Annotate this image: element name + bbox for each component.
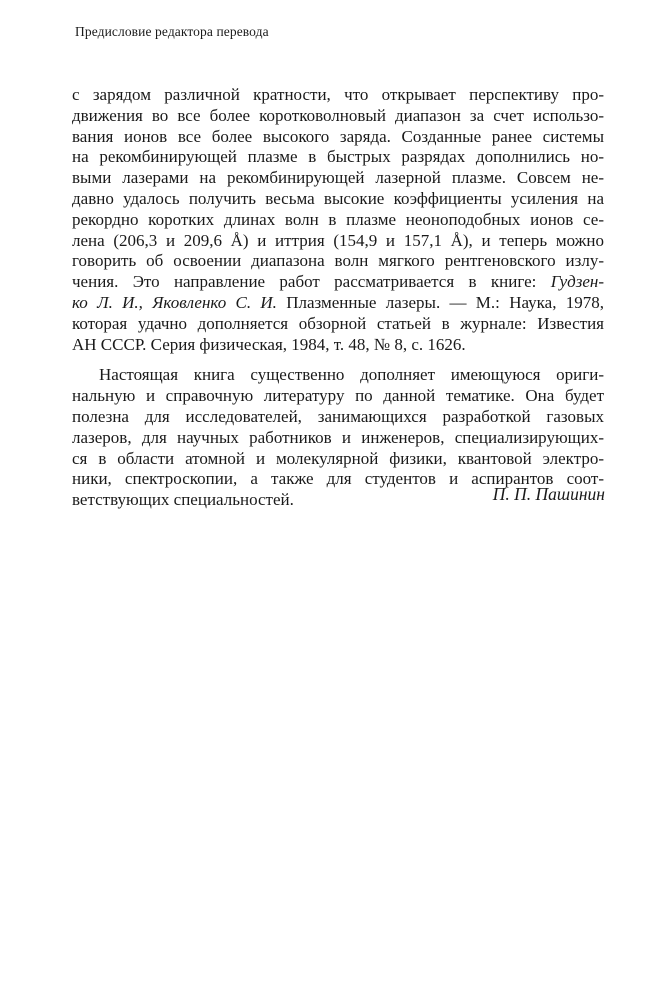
- text-line: на рекомбинирующей плазме в быстрых разрядах дополнились но-: [72, 147, 604, 167]
- text-line: [72, 272, 604, 293]
- text-line: вания ионов все более высокого заряда. Созданные ранее системы: [72, 126, 604, 146]
- text-line: ся в области атомной и молекулярной физики, квантовой электро-: [72, 448, 604, 468]
- text-line: ники, спектроскопии, а также для студентов и аспирантов соот-: [72, 469, 604, 489]
- author-citation: ко Л. И., Яковленко С. И.: [72, 292, 277, 312]
- text-run: Плазменные лазеры. — М.: Наука, 1978,: [276, 292, 604, 312]
- body-text: [72, 85, 604, 511]
- text-line: рекордно коротких длинах волн в плазме неоноподобных ионов се-: [72, 209, 604, 229]
- text-line: полезна для исследователей, занимающихся разработкой газовых: [72, 406, 604, 426]
- text-line: движения во все более коротковолновый диапазон за счет использо-: [72, 105, 604, 125]
- signature: П. П. Пашинин: [492, 484, 605, 504]
- text-line: АН СССР. Серия физическая, 1984, т. 48, № 8, с. 1626.: [72, 334, 466, 354]
- text-line: говорить об освоении диапазона волн мягкого рентгеновского излу-: [72, 251, 604, 271]
- text-line: нальную и справочную литературу по данной тематике. Она будет: [72, 386, 604, 406]
- text-line: лена (206,3 и 209,6 Å) и иттрия (154,9 и 157,1 Å), и теперь можно: [72, 230, 604, 250]
- text-line: лазеров, для научных работников и инженеров, специализирующих-: [72, 427, 604, 447]
- text-line: давно удалось получить весьма высокие коэффициенты усиления на: [72, 188, 604, 208]
- text-line: [72, 293, 604, 314]
- text-line: которая удачно дополняется обзорной статьей в журнале: Известия: [72, 313, 604, 333]
- text-run: чения. Это направление работ рассматривается в книге:: [72, 272, 551, 292]
- running-head: Предисловие редактора перевода: [75, 24, 269, 39]
- paragraph-1: [72, 85, 604, 355]
- text-line: Настоящая книга существенно дополняет имеющуюся ориги-: [99, 365, 604, 385]
- text-line: с зарядом различной кратности, что открывает перспективу про-: [72, 85, 604, 104]
- text-line: ветствующих специальностей.: [72, 490, 294, 510]
- text-line: выми лазерами на рекомбинирующей лазерной плазме. Совсем не-: [72, 168, 604, 188]
- author-citation: Гудзен-: [550, 272, 604, 292]
